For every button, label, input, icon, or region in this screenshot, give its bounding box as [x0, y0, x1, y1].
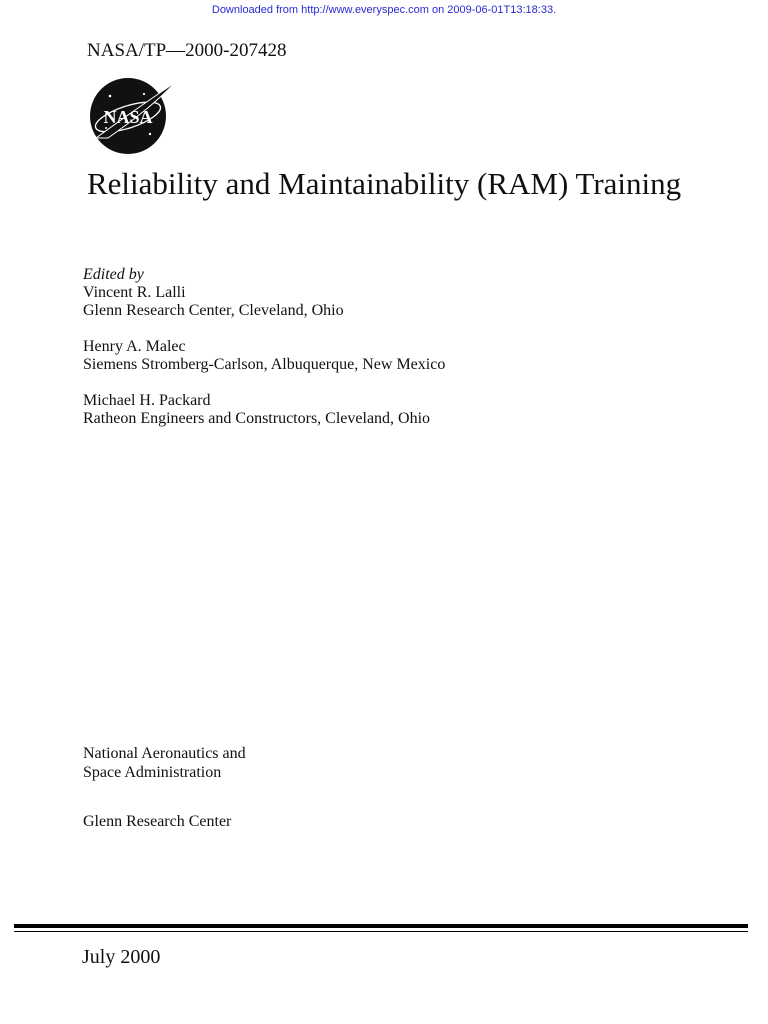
- editor-entry: [83, 392, 445, 428]
- editor-entry: [83, 284, 445, 320]
- editor-affiliation: Glenn Research Center, Cleveland, Ohio: [83, 302, 344, 319]
- agency-line-1: National Aeronautics and: [83, 745, 246, 762]
- editors-section: [83, 266, 445, 428]
- agency-name: [83, 744, 246, 782]
- editor-entry: [83, 338, 445, 374]
- download-banner[interactable]: Downloaded from http://www.everyspec.com on 2009-06-01T13:18:33.: [211, 4, 557, 16]
- editor-affiliation: Ratheon Engineers and Constructors, Cleveland, Ohio: [83, 410, 431, 427]
- nasa-logo-icon: [88, 76, 180, 156]
- divider-thick: [14, 924, 748, 928]
- editor-affiliation: Siemens Stromberg-Carlson, Albuquerque, New Mexico: [83, 356, 446, 373]
- editor-name: Michael H. Packard: [83, 392, 211, 409]
- research-center: Glenn Research Center: [83, 813, 232, 830]
- agency-line-2: Space Administration: [83, 764, 222, 781]
- document-title: Reliability and Maintainability (RAM) Training: [87, 166, 682, 201]
- nasa-logo-text: NASA: [103, 107, 153, 127]
- divider-thin: [14, 931, 748, 932]
- edited-by-label: Edited by: [83, 266, 144, 283]
- editor-name: Vincent R. Lalli: [83, 284, 186, 301]
- report-number: NASA/TP—2000-207428: [87, 40, 287, 61]
- publication-date: July 2000: [82, 946, 161, 968]
- editor-name: Henry A. Malec: [83, 338, 186, 355]
